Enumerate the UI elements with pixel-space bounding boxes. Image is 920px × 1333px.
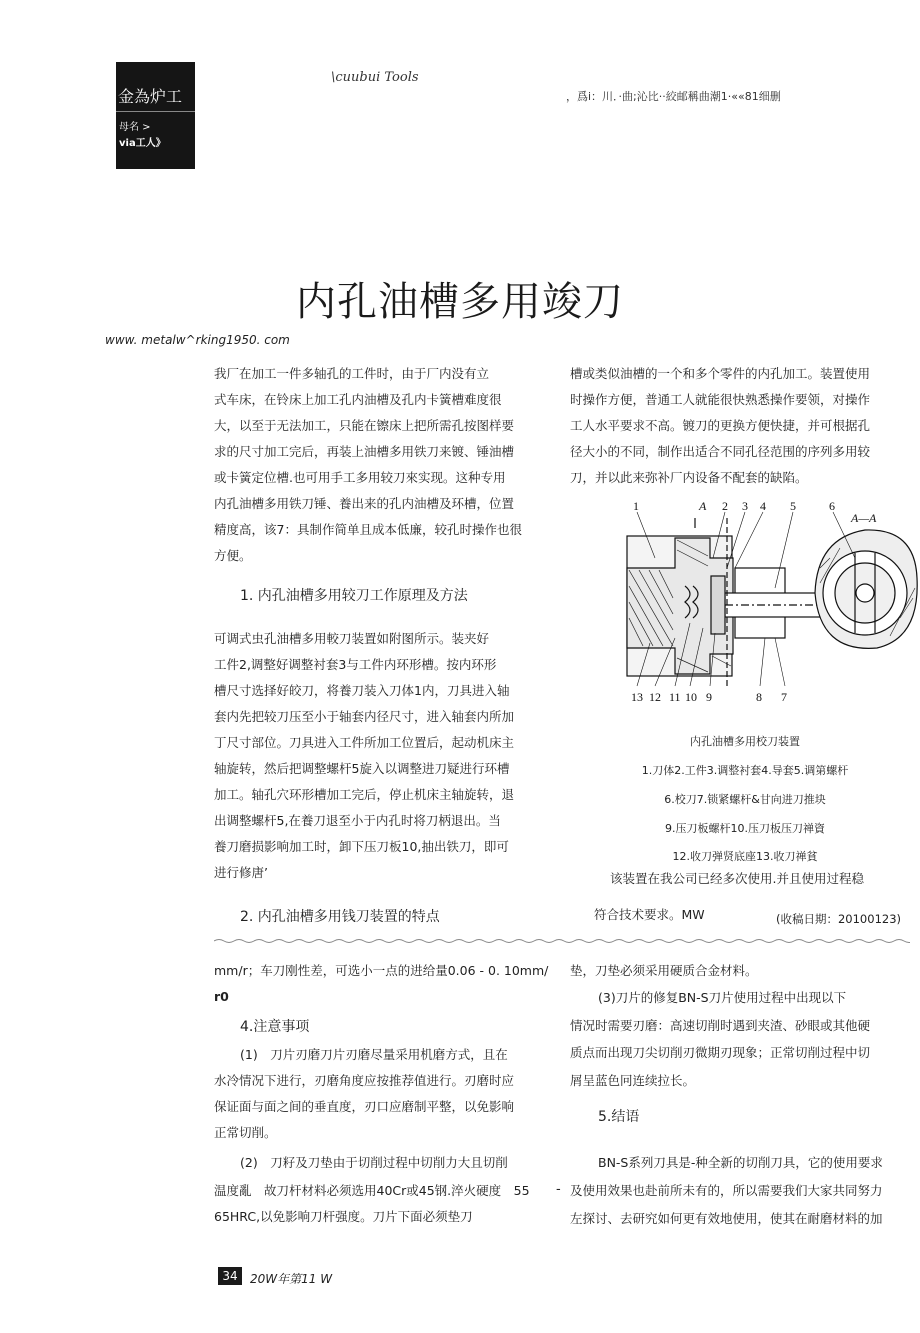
section2-heading: 2. 内孔油槽多用钱刀装置的特点 <box>240 909 440 925</box>
journal-logo <box>116 62 195 169</box>
section1-l9: 養刀磨损影响加工时，卸下压刀板10,抽出铁刀，即可 <box>214 839 509 854</box>
intro-col1-l4: 求的尺寸加工完后，再装上油槽多用铁刀来镀、锤油槽 <box>214 444 515 459</box>
col2-end-l2: 符合技术要求。MW <box>594 907 705 922</box>
section1-l6: 轴旋转，然后把调整螺杆5旋入以调整进刀疑进行环槽 <box>214 761 510 776</box>
section-divider <box>214 938 910 944</box>
figure-caption-4: 12.收刀弹贤底座13.收刀禅貧 <box>672 850 818 863</box>
lower-col2-l5: 屑呈蓝色冋连续拉长。 <box>570 1073 696 1088</box>
intro-col1-l7: 精度高，该7：具制作简单且成本低廉，较孔时操作也很 <box>214 522 522 537</box>
section1-l10: 进行修唐’ <box>214 865 268 880</box>
fig-label-1: 1 <box>633 499 639 513</box>
lower-col2-l7: BN-S系列刀具是-种全新的切削刀具，它的使用要求 <box>598 1155 883 1170</box>
section1-heading: 1. 内孔油槽多用较刀工作原理及方法 <box>240 588 468 604</box>
intro-col1-l5: 或卡簧定位槽.也可用手工多用较刀來实现。这种专用 <box>214 470 506 485</box>
section-view <box>815 530 917 648</box>
section1-l5: 丁尺寸部位。刀具进入工件所加工位置后，起动机床主 <box>214 735 515 750</box>
lower-col1-l9: 温度亂 故刀杆材料必须选用40Cr或45钢.淬火硬度 55 <box>214 1183 530 1198</box>
intro-col2-l1: 槽或类似油槽的一个和多个零件的内孔加工。装置使用 <box>570 366 871 381</box>
conclusion-heading: 5.结语 <box>598 1109 640 1125</box>
section1-l7: 加工。轴孔穴环形槽加工完后，停止机床主轴旋转，退 <box>214 787 515 802</box>
col2-end-l1: 该装置在我公司已经多次使用.并且使用过程稳 <box>610 871 864 886</box>
fig-label-section: A—A <box>851 511 877 525</box>
intro-col1-l3: 大，以至于无法加工，只能在镲床上把所需孔按图样要 <box>214 418 515 433</box>
section1-l4: 套内先把较刀压至小于轴套内径尺寸，进入轴套内所加 <box>214 709 515 724</box>
logo-title: 金為炉工 <box>118 87 183 106</box>
intro-col1-l8: 方便。 <box>214 548 252 563</box>
lower-col1-l2: r0 <box>214 989 229 1004</box>
lower-col1-l10: 65HRC,以免影响刀杆强度。刀片下面必须垫刀 <box>214 1209 473 1224</box>
header-right-text: ，爲i：川．·曲;沁比··絞邮稱曲潮1·««81细删 <box>566 90 781 103</box>
lower-col1-l7: 正常切削。 <box>214 1125 277 1140</box>
lower-col2-l9: 左探讨、去研究如何更有效地使用，使其在耐磨材料的加 <box>570 1211 883 1226</box>
figure-caption-3: 9.压刀板螺杆10.压刀板压刀禅資 <box>665 822 825 835</box>
lower-col2-l8: 及使用效果也赴前所未有的，所以需要我们大家共同努力 <box>570 1183 883 1198</box>
intro-col1-l2: 式车床，在铃床上加工孔内油槽及孔内卡簧槽难度很 <box>214 392 502 407</box>
lower-col1-l5: 水冷情况下进行，刃磨角度应按推荐值进行。刃磨时应 <box>214 1073 515 1088</box>
notes-heading: 4.注意事项 <box>240 1019 310 1035</box>
fig-label-5: 5 <box>790 499 796 513</box>
section1-l1: 可调式虫孔油槽多用較刀装置如附图所示。装夹好 <box>214 631 490 646</box>
intro-col2-l3: 工人水平要求不高。镀刀的更换方便快捷，并可根据孔 <box>570 418 871 433</box>
received-date: (收稿日期：20100123) <box>776 912 902 926</box>
fig-label-3: 3 <box>742 499 748 513</box>
figure-caption-1: 1.刀体2.工件3.调整衬套4.导套5.调第螺杆 <box>641 764 849 777</box>
section1-l2: 工件2,调整好调整衬套3与工件内环形槽。按内环形 <box>214 657 497 672</box>
section1-l3: 槽尺寸选择好皎刀，将養刀装入刀体1内，刀具进入轴 <box>214 683 510 698</box>
fig-label-11: 11 <box>669 690 681 704</box>
lower-col2-l1: 垫，刀垫必须采用硬质合金材料。 <box>570 963 758 978</box>
fig-label-7: 7 <box>781 690 787 704</box>
section1-l8: 出调整螺杆5,在養刀退至小于内孔时将刀柄退出。当 <box>214 813 501 828</box>
lower-col2-l4: 质点而出现刀尖切削刃微期刃现象；正常切削过程中切 <box>570 1045 871 1060</box>
fig-label-6: 6 <box>829 499 835 513</box>
logo-divider <box>116 111 195 112</box>
lower-col1-l1: mm/r；车刀刚性差，可选小一点的进给量0.06 - 0. 10mm/ <box>214 963 549 978</box>
lower-col1-l6: 保证面与面之间的垂直度，刃口应磨制平整，以免影响 <box>214 1099 515 1114</box>
line-break-dash: - <box>556 1182 561 1197</box>
fig-label-2: 2 <box>722 499 728 513</box>
logo-subtitle-1: 母名 > <box>119 122 151 133</box>
figure-caption-2: 6.校刀7.锁紧螺杆&甘向进刀推块 <box>664 793 826 806</box>
lower-col1-l8: (2) 刀籽及刀垫由于切削过程中切削力大且切削 <box>240 1155 508 1170</box>
lower-col1-l4: (1) 刀片刃磨刀片刃磨尽量采用机磨方式，且在 <box>240 1047 508 1062</box>
reamer-figure <box>615 498 920 710</box>
fig-label-8: 8 <box>756 690 762 704</box>
lower-col2-l3: 情况时需要刃磨：高速切削时遇到夹渣、砂眼或其他硬 <box>570 1018 871 1033</box>
section-label: \cuubui Tools <box>331 70 419 85</box>
fig-label-a: A <box>699 499 707 513</box>
website-url[interactable]: www. metalw^rking1950. com <box>105 333 290 347</box>
page-number: 34 <box>218 1267 242 1285</box>
fig-label-12: 12 <box>649 690 661 704</box>
issue-label: 20W年第11 W <box>250 1272 333 1286</box>
fig-label-13: 13 <box>631 690 643 704</box>
fig-label-4: 4 <box>760 499 766 513</box>
intro-col2-l2: 时操作方便，普通工人就能很快熟悉操作要领，对操作 <box>570 392 871 407</box>
intro-col1-l6: 内孔油槽多用铁刀锤、養出来的孔内油槽及环槽，位置 <box>214 496 515 511</box>
fig-label-9: 9 <box>706 690 712 704</box>
fig-label-10: 10 <box>685 690 697 704</box>
logo-subtitle-2: via工人》 <box>119 138 166 149</box>
intro-col2-l4: 径大小的不同，制作出适合不同孔径范围的序列多用较 <box>570 444 871 459</box>
intro-col1-l1: 我厂在加工一件多轴孔的工件时，由于厂内没有立 <box>214 366 490 381</box>
lower-col2-l2: (3)刀片的修复BN-S刀片使用过程中出现以下 <box>598 990 847 1005</box>
figure-caption-title: 内孔油槽多用校刀装置 <box>690 735 800 748</box>
article-title: 内孔油槽多用竣刀 <box>296 279 624 325</box>
intro-col2-l5: 刀，并以此来弥补厂内设备不配套的缺陷。 <box>570 470 808 485</box>
